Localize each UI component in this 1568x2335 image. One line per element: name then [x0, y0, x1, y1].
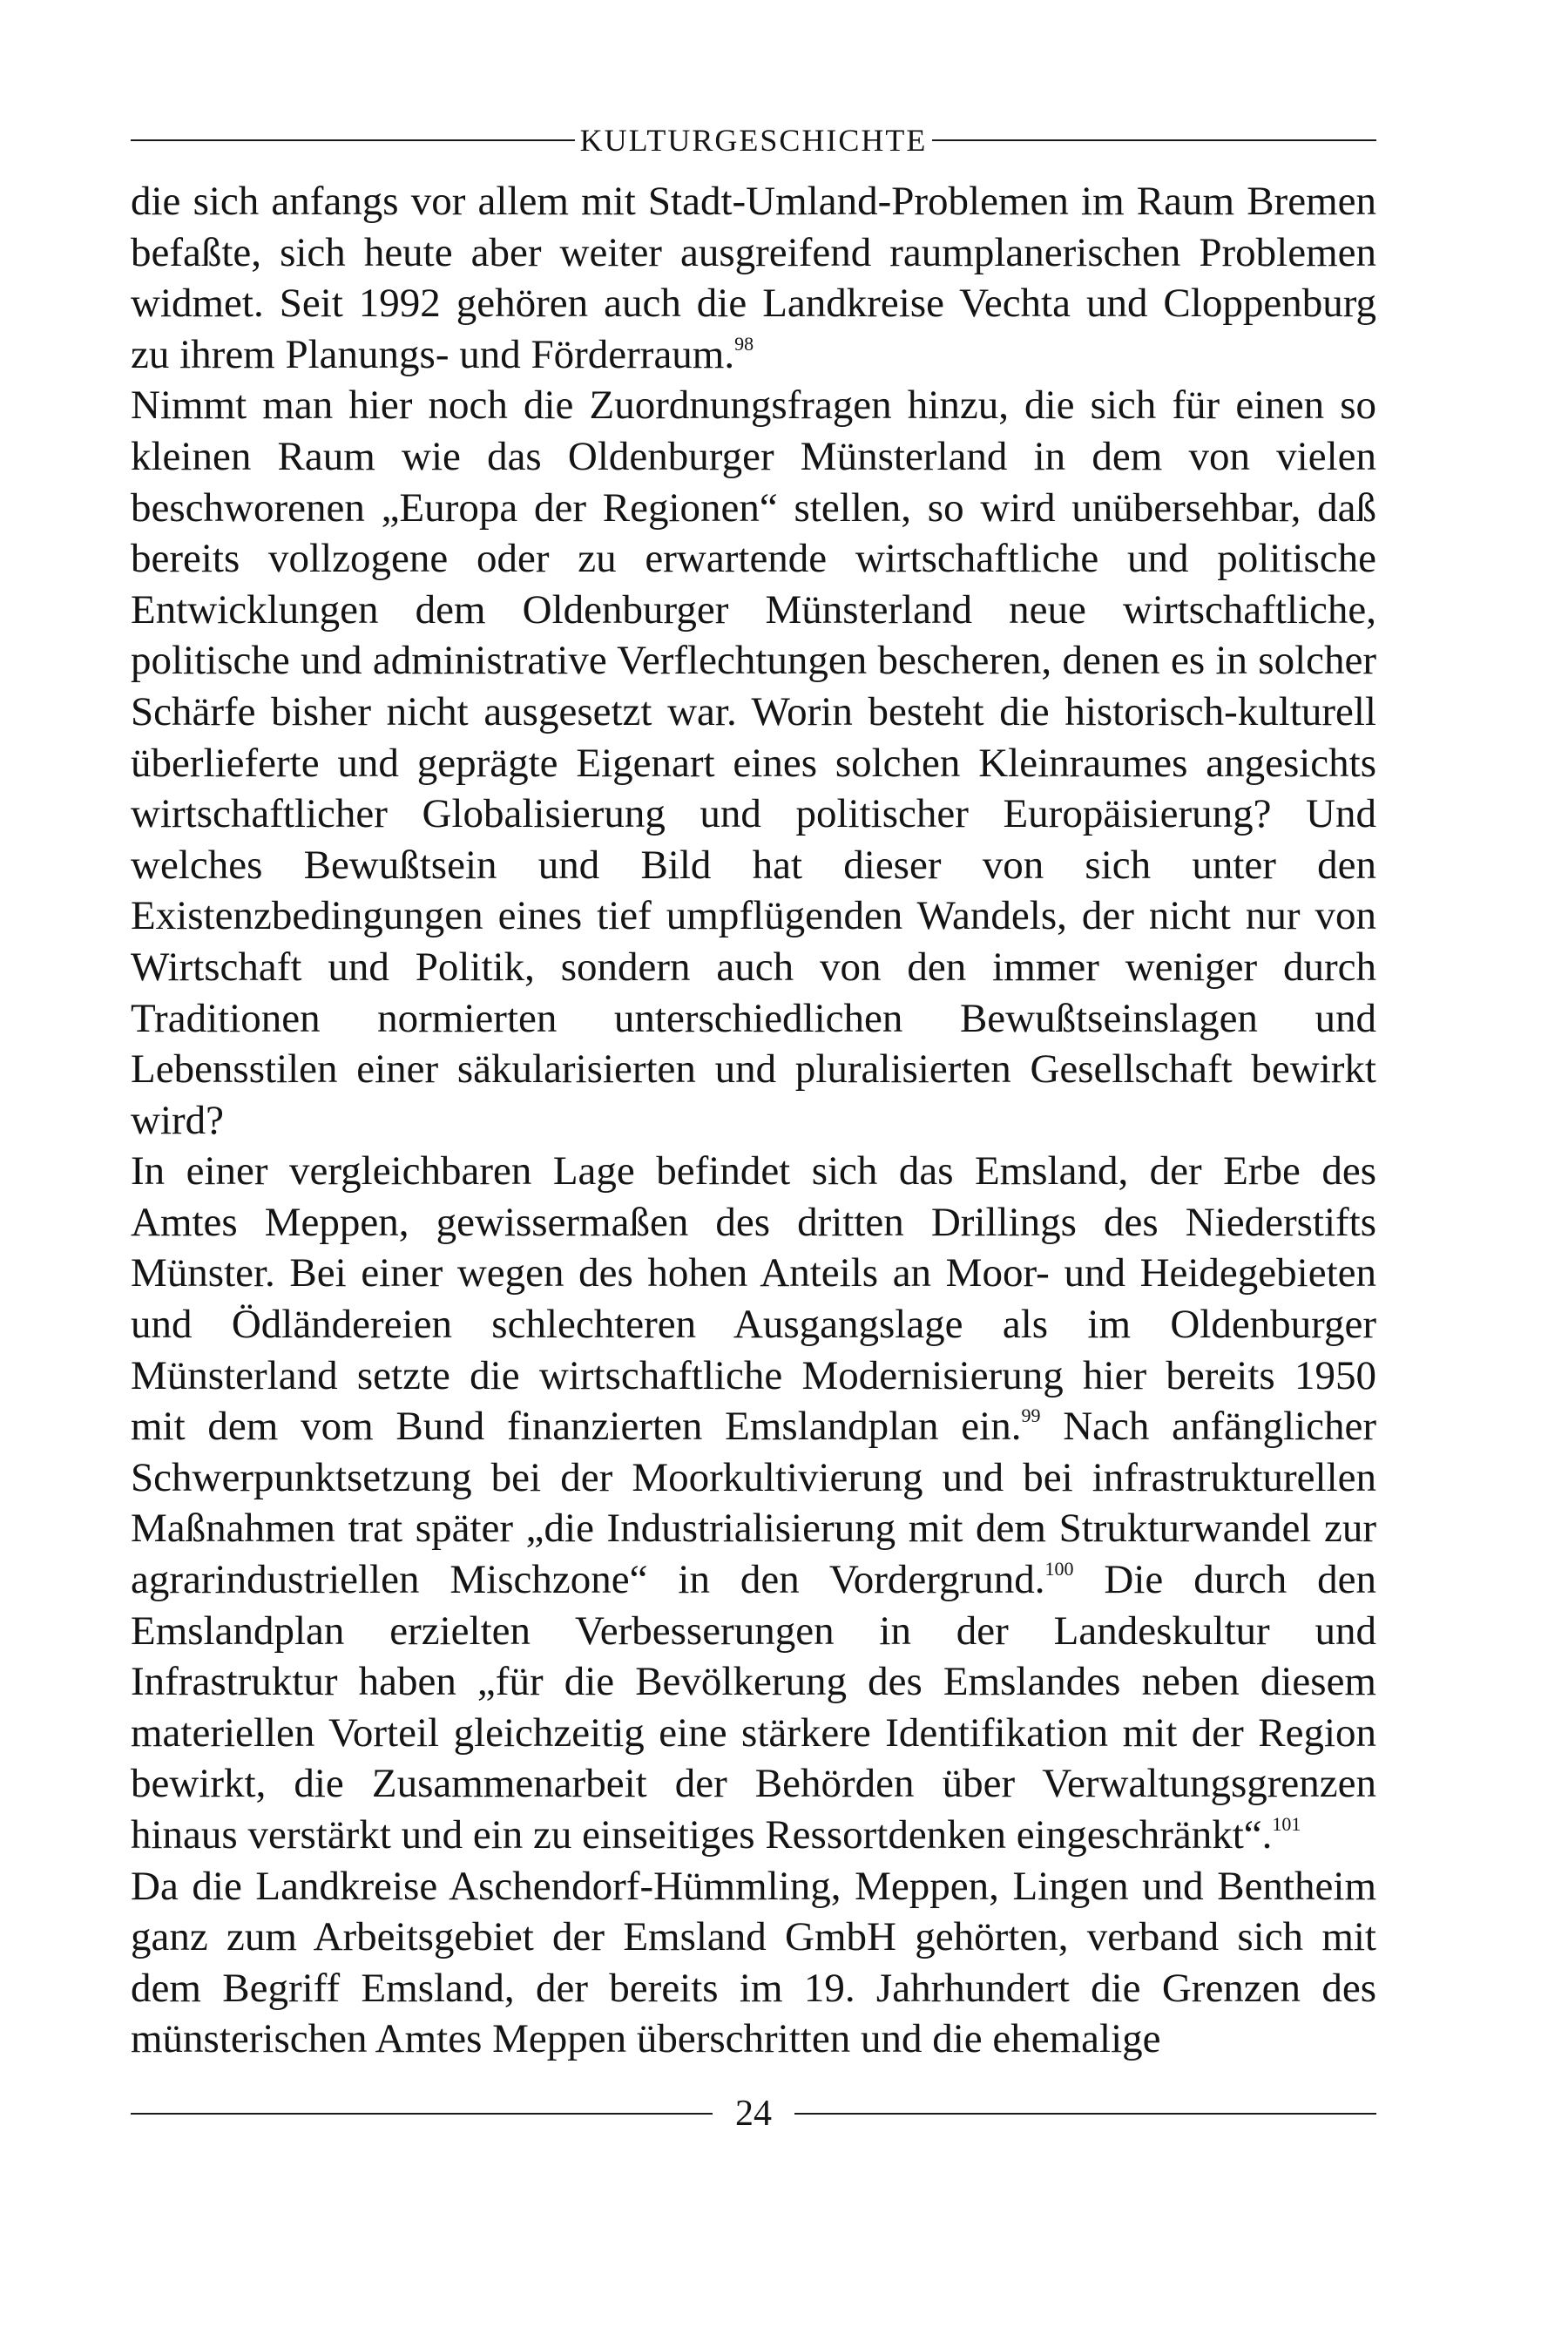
running-header [131, 122, 1376, 159]
footnote-marker: 100 [1044, 1558, 1074, 1580]
header-rule-right [932, 139, 1376, 141]
paragraph-text: Die durch den Emslandplan erzielten Verbesserungen in der Landeskultur und Infrastruktur haben „für die Bevölkerung des Emslandes neben diesem materiellen Vorteil gleichzeitig eine stärkere Identifikation mit der Region bewirkt, die Zusammenarbeit der Behörden über Verwaltungsgrenzen hinaus verstärkt und ein zu einseitiges Ressortdenken eingeschränkt“. [131, 1557, 1377, 1858]
footnote-marker: 98 [734, 332, 754, 355]
paragraph [131, 1146, 1376, 1860]
page-number: 24 [735, 2094, 772, 2134]
running-title: KULTURGESCHICHTE [579, 123, 928, 158]
body-text [131, 176, 1376, 2065]
paragraph-text: Nach anfänglicher Schwerpunktsetzung bei der Moorkultivierung und bei infrastrukturellen Maßnahmen trat später „die Industrialisierung mit dem Strukturwandel zur agrarindustriellen Mischzone“ in den Vordergrund. [131, 1404, 1376, 1603]
paragraph-text: Nimmt man hier noch die Zuordnungsfragen hinzu, die sich für einen so kleinen Raum wie das Oldenburger Münsterland in dem von vielen beschworenen „Europa der Regionen“ stellen, so wird unübersehbar, daß bereits vollzogene oder zu erwartende wirtschaftliche und politische Entwicklungen dem Oldenburger Münsterland neue wirtschaftliche, politische und administrative Verflechtungen bescheren, denen es in solcher Schärfe bisher nicht ausgesetzt war. Worin besteht die historisch-kulturell überlieferte und geprägte Eigenart eines solchen Kleinraumes angesichts wirtschaftlicher Globalisierung und politischer Europäisierung? Und welches Bewußtsein und Bild hat dieser von sich unter den Existenzbedingungen eines tief umpflügenden Wandels, der nicht nur von Wirtschaft und Politik, sondern auch von den immer weniger durch Traditionen normierten unterschiedlichen Bewußtseinslagen und Lebensstilen einer säkularisierten und pluralisierten Gesellschaft bewirkt wird? [131, 382, 1376, 1143]
footer-rule-right [794, 2113, 1376, 2115]
paragraph-text: In einer vergleichbaren Lage befindet sich das Emsland, der Erbe des Amtes Meppen, gewissermaßen des dritten Drillings des Niederstifts Münster. Bei einer wegen des hohen Anteils an Moor- und Heidegebieten und Ödländereien schlechteren Ausgangslage als im Oldenburger Münsterland setzte die wirtschaftliche Modernisierung hier bereits 1950 mit dem vom Bund finanzierten Emslandplan ein. [131, 1148, 1376, 1450]
paragraph [131, 380, 1376, 1146]
paragraph-text: Da die Landkreise Aschendorf-Hümmling, Meppen, Lingen und Bentheim ganz zum Arbeitsgebiet der Emsland GmbH gehörten, verband sich mit dem Begriff Emsland, der bereits im 19. Jahrhundert die Grenzen des münsterischen Amtes Meppen überschritten und die ehemalige [131, 1863, 1376, 2062]
paragraph-text: die sich anfangs vor allem mit Stadt-Umland-Problemen im Raum Bremen befaßte, sich heute aber weiter ausgreifend raumplanerischen Problemen widmet. Seit 1992 gehören auch die Landkreise Vechta und Cloppenburg zu ihrem Planungs- und Förderraum. [131, 179, 1376, 377]
footnote-marker: 101 [1272, 1813, 1301, 1835]
footer-rule-left [131, 2113, 713, 2115]
paragraph [131, 1861, 1376, 2065]
header-rule-left [131, 139, 575, 141]
footnote-marker: 99 [1021, 1404, 1041, 1427]
page-footer [131, 2089, 1376, 2138]
paragraph [131, 176, 1376, 380]
